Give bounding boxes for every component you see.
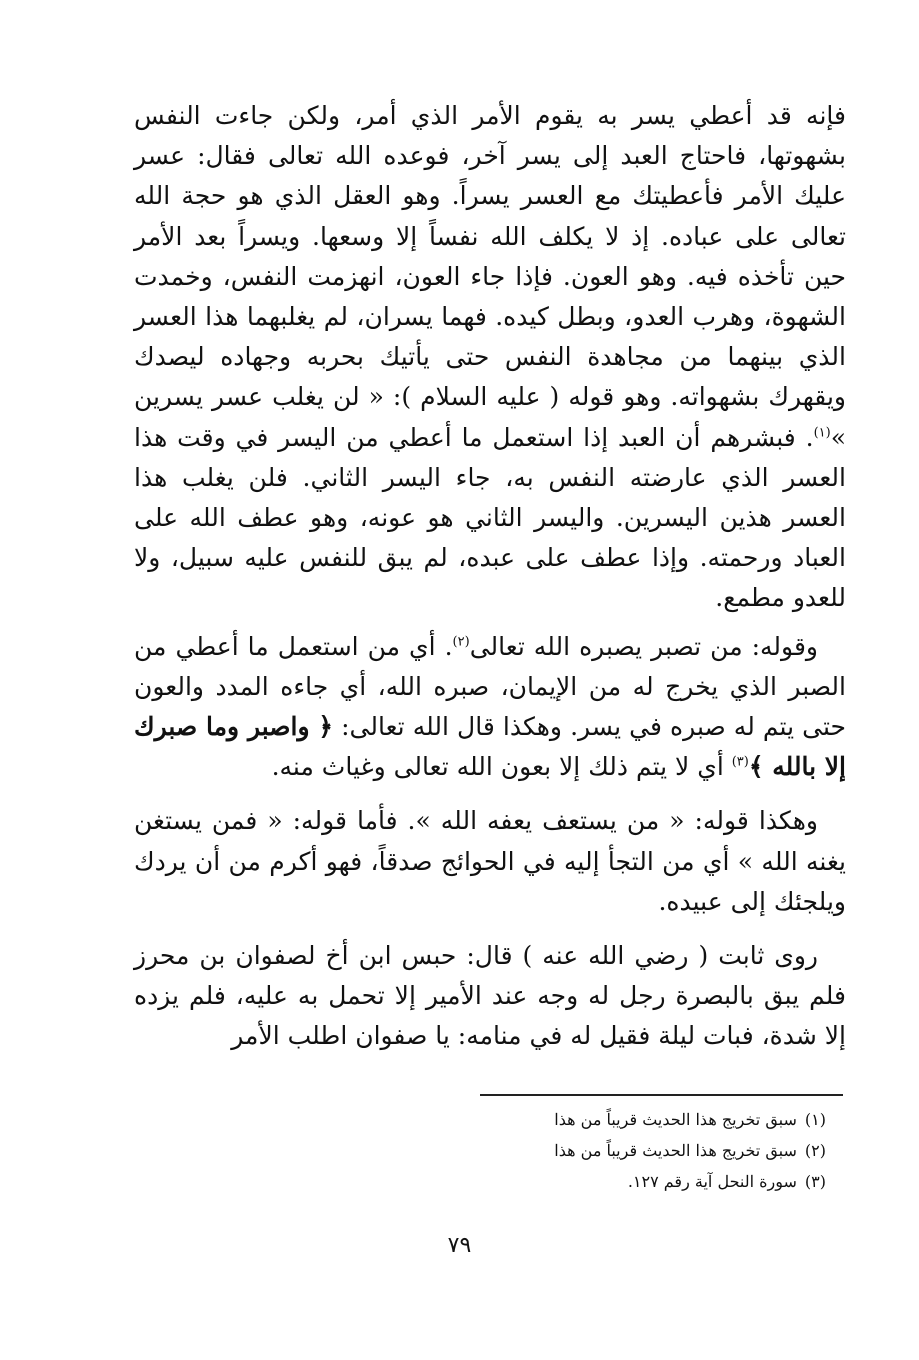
- footnote-ref-2: (٢): [452, 634, 470, 650]
- footnotes: [266, 1104, 826, 1197]
- paragraph-1-tail: . فبشرهم أن العبد إذا استعمل ما أعطي من اليسر في وقت هذا العسر الذي عارضته النفس به، جاء اليسر الثاني. فلن يغلب هذا العسر هذين اليسرين. واليسر الثاني هو عونه، وهو عطف الله على العباد ورحمته. وإذا عطف على عبده، لم يبق للنفس عليه سبيل، ولا للعدو مطمع.: [134, 422, 846, 613]
- footnote-ref-1: (١): [813, 425, 831, 441]
- footnote-number: (٣): [804, 1172, 826, 1191]
- paragraph-2-text-b: . أي من استعمل ما أعطي من الصبر الذي يخرج له من الإيمان، صبره الله، أي جاءه المدد والعون حتى يتم له صبره في يسر. وهكذا قال الله تعالى:: [134, 631, 846, 742]
- footnote-1: [266, 1104, 826, 1135]
- paragraph-2-text-c: أي لا يتم ذلك إلا بعون الله تعالى وغياث منه.: [271, 752, 732, 782]
- footnote-text: سورة النحل آية رقم ١٢٧.: [627, 1172, 797, 1191]
- paragraph-4: روى ثابت ( رضي الله عنه ) قال: حبس ابن أخ لصفوان بن محرز فلم يبق بالبصرة رجل له وجه عند الأمير إلا تحمل به عليه، فلم يزده إلا شدة، فبات ليلة فقيل له في منامه: يا صفوان اطلب الأمر: [134, 941, 846, 1051]
- paragraph-1: [134, 96, 846, 619]
- footnote-3: [266, 1166, 826, 1197]
- footnote-text: سبق تخريج هذا الحديث قريباً من هذا: [554, 1110, 797, 1129]
- paragraph-1-text: فإنه قد أعطي يسر به يقوم الأمر الذي أمر، ولكن جاءت النفس بشهوتها، فاحتاج العبد إلى يسر آخر، فوعده الله تعالى فقال: عسر عليك الأمر فأعطيتك مع العسر يسراً. وهو العقل الذي هو حجة الله تعالى على عباده. إذ لا يكلف الله نفساً إلا وسعها. ويسراً بعد الأمر حين تأخذه فيه. وهو العون. فإذا جاء العون، انهزمت النفس، وخمدت الشهوة، وهرب العدو، وبطل كيده. فهما يسران، لم يغلبهما هذا العسر الذي بينهما من مجاهدة النفس حتى يأتيك بحربه وجهاده ليصدك ويقهرك بشهواته. وهو قوله ( عليه السلام ): « لن يغلب عسر يسرين »: [134, 101, 846, 452]
- footnote-number: (١): [804, 1110, 826, 1129]
- footnote-ref-3: (٣): [731, 754, 749, 770]
- footnote-text: سبق تخريج هذا الحديث قريباً من هذا: [554, 1141, 797, 1160]
- footnote-2: [266, 1135, 826, 1166]
- paragraph-2: [134, 627, 846, 788]
- main-text: [134, 96, 846, 1057]
- quran-quote: ﴿ واصبر وما صبرك إلا بالله ﴾: [134, 712, 846, 782]
- paragraph-2-text-a: وقوله: من تصبر يصبره الله تعالى: [469, 631, 818, 661]
- page-number: ٧٩: [447, 1233, 472, 1258]
- footnote-number: (٢): [804, 1141, 826, 1160]
- footnote-divider: [480, 1094, 843, 1096]
- paragraph-3: وهكذا قوله: « من يستعف يعفه الله ». فأما قوله: « فمن يستغن يغنه الله » أي من التجأ إليه في الحوائج صدقاً، فهو أكرم من أن يردك ويلجئك إلى عبيده.: [134, 806, 846, 916]
